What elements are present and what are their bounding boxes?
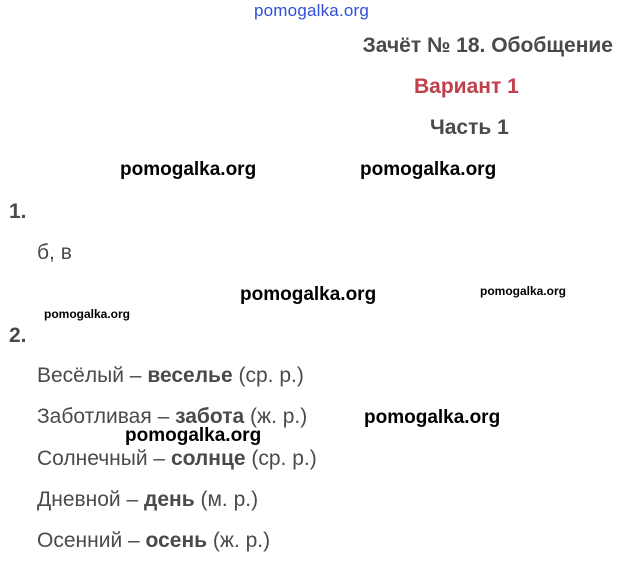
adjective: Заботливая: [37, 405, 152, 428]
answer-row: [37, 447, 317, 471]
watermark: pomogalka.org: [120, 159, 257, 180]
dash: –: [151, 405, 176, 428]
dash: –: [120, 488, 145, 511]
watermark: pomogalka.org: [44, 307, 131, 321]
noun: день: [144, 488, 195, 511]
watermark: pomogalka.org: [360, 159, 497, 180]
page-title: Зачёт № 18. Обобщение: [362, 34, 613, 57]
variant-label: Вариант 1: [414, 75, 519, 98]
dash: –: [123, 364, 148, 387]
gender: (ср. р.): [232, 364, 304, 387]
noun: веселье: [147, 364, 233, 387]
gender: (ср. р.): [245, 447, 317, 470]
task-1-answer: б, в: [37, 241, 72, 264]
task-1-number: 1.: [9, 200, 27, 223]
watermark: pomogalka.org: [480, 284, 567, 298]
noun: осень: [145, 529, 208, 552]
task-2-number: 2.: [9, 324, 27, 347]
noun: забота: [175, 405, 245, 428]
adjective: Солнечный: [37, 447, 148, 470]
noun: солнце: [170, 447, 246, 470]
part-label: Часть 1: [430, 116, 509, 139]
dash: –: [147, 447, 171, 470]
answer-row: [37, 529, 270, 553]
adjective: Дневной: [37, 488, 121, 511]
watermark: pomogalka.org: [364, 407, 501, 428]
gender: (ж. р.): [207, 529, 271, 552]
watermark-top[interactable]: pomogalka.org: [254, 1, 370, 20]
adjective: Весёлый: [37, 364, 124, 387]
answer-row: [37, 364, 304, 388]
watermark: pomogalka.org: [125, 425, 262, 446]
gender: (м. р.): [194, 488, 259, 511]
dash: –: [122, 529, 146, 552]
answer-row: [37, 488, 258, 512]
gender: (ж. р.): [244, 405, 308, 428]
watermark: pomogalka.org: [240, 284, 377, 305]
adjective: Осенний: [37, 529, 123, 552]
